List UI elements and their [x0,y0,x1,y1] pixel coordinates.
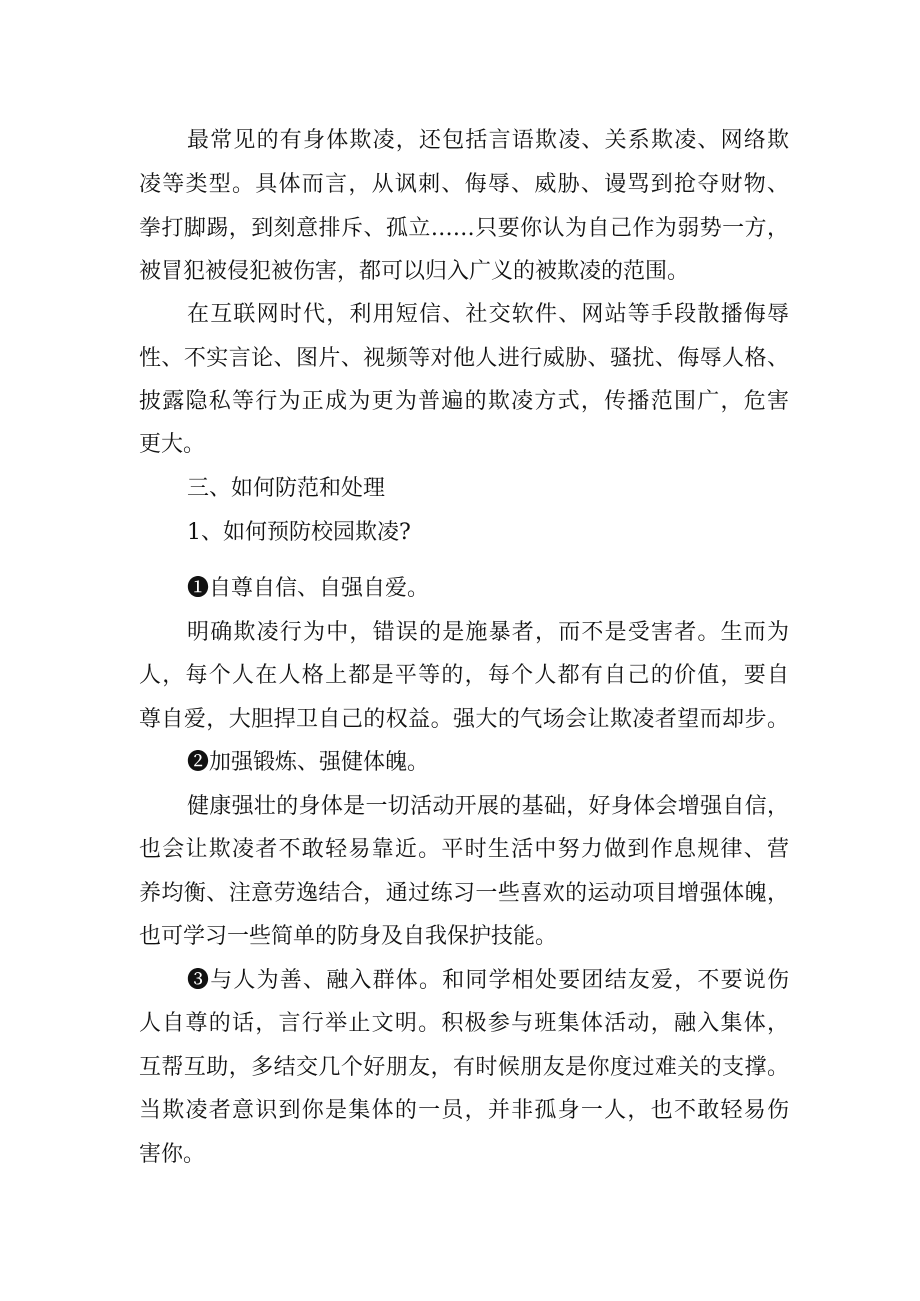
paragraph-9-line-5: 害你。 [139,1142,206,1167]
paragraph-8-line-1: 健康强壮的身体是一切活动开展的基础，好身体会增强自信， [187,794,789,819]
paragraph-1-line-4: 被冒犯被侵犯被伤害，都可以归入广义的被欺凌的范围。 [139,259,690,284]
paragraph-6-line-2: 人，每个人在人格上都是平等的，每个人都有自己的价值，要自 [139,663,789,688]
paragraph-2-line-4: 更大。 [139,432,206,457]
paragraph-6-line-3: 尊自爱，大胆捍卫自己的权益。强大的气场会让欺凌者望而却步。 [139,707,789,732]
paragraph-9-line-4: 当欺凌者意识到你是集体的一员，并非孤身一人，也不敢轻易伤 [139,1098,789,1123]
section-heading: 三、如何防范和处理 [187,476,386,501]
paragraph-1-line-3: 拳打脚踢，到刻意排斥、孤立……只要你认为自己作为弱势一方， [139,216,789,241]
point-2-heading: ❷加强锻炼、强健体魄。 [187,750,430,775]
paragraph-2-line-1: 在互联网时代，利用短信、社交软件、网站等手段散播侮辱 [187,302,789,327]
paragraph-2-line-2: 性、不实言论、图片、视频等对他人进行威胁、骚扰、侮辱人格、 [139,346,789,371]
point-1-heading: ❶自尊自信、自强自爱。 [187,576,430,601]
paragraph-8-line-4: 也可学习一些简单的防身及自我保护技能。 [139,924,558,949]
paragraph-2-line-3: 披露隐私等行为正成为更为普遍的欺凌方式，传播范围广，危害 [139,389,789,414]
paragraph-1-line-1: 最常见的有身体欺凌，还包括言语欺凌、关系欺凌、网络欺 [187,128,789,153]
paragraph-1-line-2: 凌等类型。具体而言，从讽刺、侮辱、威胁、谩骂到抢夺财物、 [139,172,789,197]
subsection-heading: 1、如何预防校园欺凌? [187,520,411,545]
paragraph-9-line-3: 互帮互助，多结交几个好朋友，有时候朋友是你度过难关的支撑。 [139,1055,789,1080]
paragraph-8-line-2: 也会让欺凌者不敢轻易靠近。平时生活中努力做到作息规律、营 [139,837,789,862]
paragraph-8-line-3: 养均衡、注意劳逸结合，通过练习一些喜欢的运动项目增强体魄， [139,881,789,906]
paragraph-9-line-2: 人自尊的话，言行举止文明。积极参与班集体活动，融入集体， [139,1011,789,1036]
paragraph-6-line-1: 明确欺凌行为中，错误的是施暴者，而不是受害者。生而为 [187,620,789,645]
paragraph-9-line-1: ❸与人为善、融入群体。和同学相处要团结友爱，不要说伤 [187,968,789,993]
